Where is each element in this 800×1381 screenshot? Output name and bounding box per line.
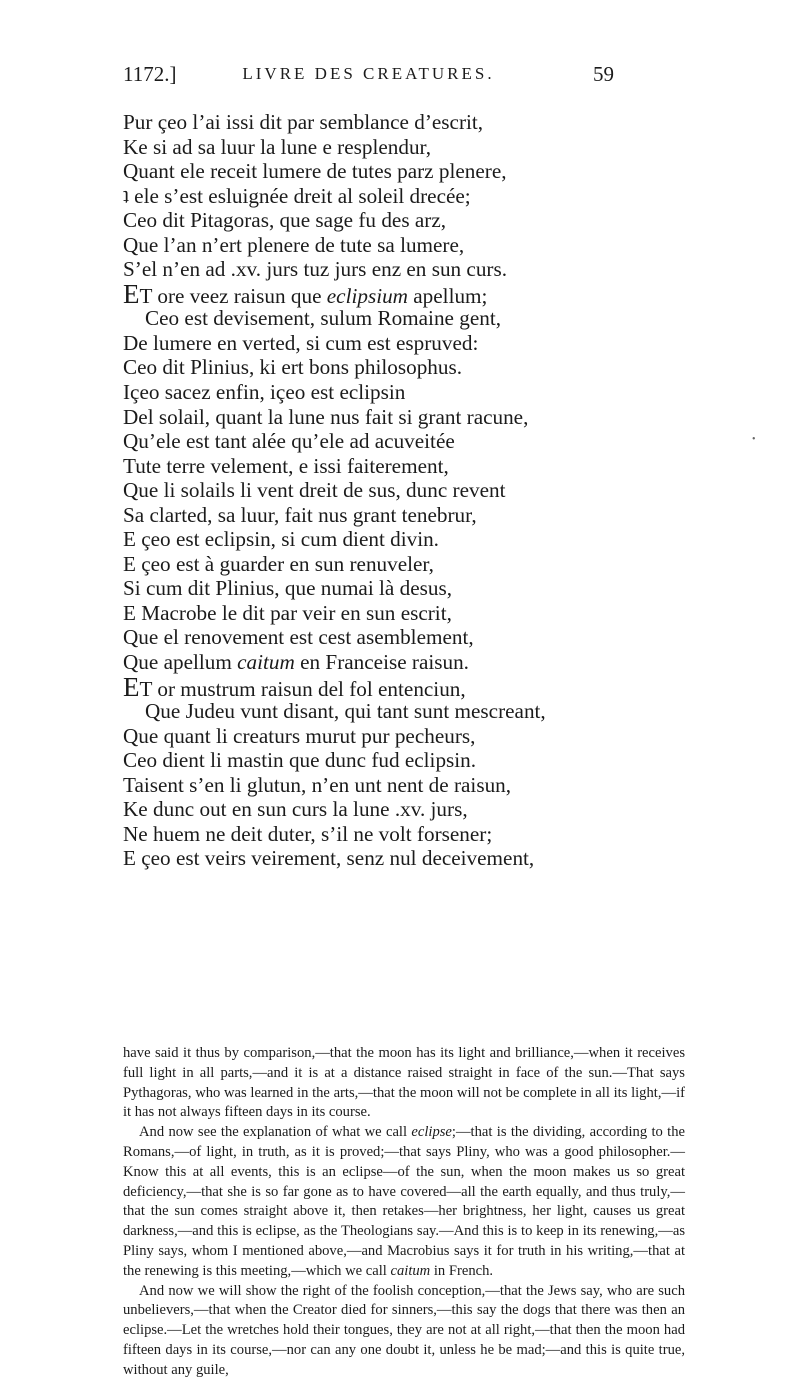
verse-line — [123, 650, 723, 675]
verse-text: Ke dunc out en sun curs la lune .xv. jurs, — [123, 797, 468, 822]
verse-line — [123, 184, 723, 209]
verse-text: Si cum dit Plinius, que numai là desus, — [123, 576, 452, 601]
verse-line — [123, 527, 723, 552]
verse-italic-term: eclipsium — [326, 283, 408, 308]
verse-text: Que quant li creaturs murut pur pecheurs, — [123, 723, 476, 748]
verse-text: E çeo est eclipsin, si cum dient divin. — [123, 527, 439, 552]
verse-line — [123, 822, 723, 847]
verse-line — [123, 306, 723, 331]
verse-line — [123, 135, 723, 160]
translation-paragraph: And now see the explanation of what we call eclipse;—that is the dividing, according to the Romans,—of light, in truth, as it is proved;—that says Pliny, who was a good philosopher.—Know this at all events, this is an eclipse—of the sun, when the moon makes us so great deficiency,—that she is so far gone as to have covered—all the earth equally, and thus truly,—that the sun comes straight above it, then retakes—her brightness, her light, causes us great darkness,—and this is eclipse, as the Theologians say.—And this is to keep in its renewing,—as Pliny says, whom I mentioned above,—and Macrobius says it for truth in his writing,—that at the renewing is this meeting,—which we call caitum in French. — [123, 1124, 685, 1279]
verse-text: Del solail, quant la lune nus fait si grant racune, — [123, 404, 529, 429]
verse-line — [123, 278, 723, 309]
verse-line — [123, 110, 723, 135]
verse-text: Ceo est devisement, sulum Romaine gent, — [145, 306, 502, 331]
verse-text-rest: apellum; — [407, 283, 488, 308]
verse-text: Que el renovement est cest asemblement, — [123, 625, 474, 650]
verse-line — [123, 405, 723, 430]
verse-text: Pur çeo l’ai issi dit par semblance d’escrit, — [123, 110, 484, 134]
header-year: 1172.] — [123, 62, 177, 86]
translation-paragraph: And now we will show the right of the foolish conception,—that the Jews say, who are such unbelievers,—that when the Creator died for sinners,—this say the dogs that there was then an eclipse.—Let the wretches hold their tongues, they are not at all right,—that then the moon had fifteen days in its course,—nor can any one doubt it, unless he be mad;—and this is quite true, without any guile, — [123, 1282, 685, 1378]
translation-block — [123, 1044, 685, 1381]
verse-text: S’el n’en ad .xv. jurs tuz jurs enz en sun curs. — [123, 257, 508, 282]
verse-line — [123, 625, 723, 650]
verse-text: E Macrobe le dit par veir en sun escrit, — [123, 600, 452, 625]
verse-line — [123, 454, 723, 479]
verse-text: Quant ele receit lumere de tutes parz plenere, — [123, 159, 507, 184]
verse-line — [123, 576, 723, 601]
verse-block — [123, 110, 723, 871]
verse-line — [123, 773, 723, 798]
page-number: 59 — [593, 62, 614, 86]
verse-line — [123, 699, 723, 724]
verse-text: E çeo est veirs veirement, senz nul deceivement, — [123, 846, 535, 871]
verse-line — [123, 601, 723, 626]
verse-line — [123, 159, 723, 184]
verse-text: Que li solails li vent dreit de sus, dunc revent — [123, 478, 506, 503]
verse-text: Que apellum — [123, 650, 238, 675]
verse-text: Ceo dit Pitagoras, que sage fu des arz, — [123, 208, 447, 233]
verse-line — [123, 846, 723, 871]
running-header — [123, 62, 614, 92]
verse-line — [123, 257, 723, 282]
verse-text: Que Judeu vunt disant, qui tant sunt mescreant, — [145, 699, 546, 724]
verse-line — [123, 552, 723, 577]
verse-line — [123, 208, 723, 233]
verse-line — [123, 380, 723, 405]
verse-text: E çeo est à guarder en sun renuveler, — [123, 551, 434, 576]
verse-text: Sa clarted, sa luur, fait nus grant tenebrur, — [123, 502, 477, 527]
translation-paragraph: have said it thus by comparison,—that the moon has its light and brilliance,—when it receives full light in all parts,—and it is at a distance raised straight in face of the sun.—That says Pythagoras, who was learned in the arts,—that the moon will not be complete in all its light,—if it has not always fifteen days in its course. — [123, 1045, 685, 1121]
verse-text: Ke si ad sa luur la lune e resplendur, — [123, 134, 432, 159]
verse-text: Ceo dit Plinius, ki ert bons philosophus. — [123, 355, 463, 380]
drop-cap: E — [123, 671, 140, 702]
verse-line — [123, 355, 723, 380]
verse-line — [123, 671, 723, 702]
verse-text: Que l’an n’ert plenere de tute sa lumere, — [123, 232, 465, 257]
verse-text: Qu’ele est tant alée qu’ele ad acuveitée — [123, 429, 455, 454]
verse-text: Taisent s’en li glutun, n’en unt nent de raisun, — [123, 772, 512, 797]
verse-line — [123, 331, 723, 356]
verse-text: Ceo dient li mastin que dunc fud eclipsin. — [123, 748, 477, 773]
margin-mark: • — [752, 434, 756, 445]
verse-text: Ne huem ne deit duter, s’il ne volt forsener; — [123, 821, 493, 846]
verse-line — [123, 429, 723, 454]
verse-text: T ore veez raisun que — [139, 283, 327, 308]
verse-text-rest: en Franceise raisun. — [294, 650, 469, 675]
drop-cap: E — [123, 278, 140, 309]
verse-text: De lumere en verted, si cum est espruved: — [123, 330, 479, 355]
verse-text: Içeo sacez enfin, içeo est eclipsin — [123, 380, 406, 405]
verse-line — [123, 503, 723, 528]
verse-line — [123, 724, 723, 749]
verse-line — [123, 797, 723, 822]
verse-text: ʇ ele s’est esluignée dreit al soleil drecée; — [123, 183, 471, 208]
verse-italic-term: caitum — [237, 650, 295, 675]
verse-text: T or mustrum raisun del fol entenciun, — [139, 676, 466, 701]
verse-text: Tute terre velement, e issi faiterement, — [123, 453, 449, 478]
verse-line — [123, 233, 723, 258]
verse-line — [123, 478, 723, 503]
verse-line — [123, 748, 723, 773]
header-title: LIVRE DES CREATURES. — [242, 64, 495, 83]
